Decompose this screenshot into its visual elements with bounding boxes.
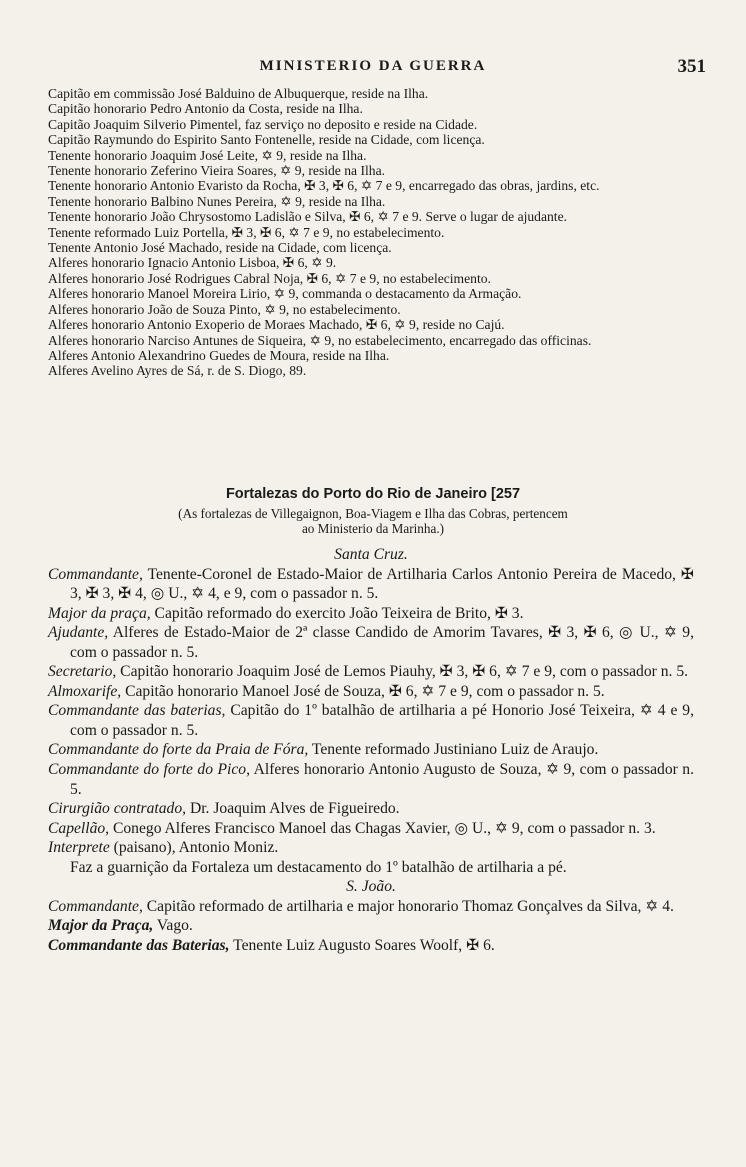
section-note bbox=[48, 507, 698, 536]
fortress-entry bbox=[48, 604, 694, 624]
fortress-entry bbox=[48, 701, 694, 740]
staff-entry: Alferes honorario João de Souza Pinto, ✡ 9, no estabelecimento. bbox=[48, 301, 401, 317]
entry-text: (paisano), Antonio Moniz. bbox=[109, 839, 279, 857]
fortress-heading-santa-cruz: Santa Cruz. bbox=[334, 546, 408, 563]
entry-text: Capitão do 1º batalhão de artilharia a pé Honorio José Teixeira, ✡ 4 e 9, com o passador n. 5. bbox=[70, 702, 694, 739]
entry-role: Secretario, bbox=[48, 663, 117, 681]
entry-role: Commandante das baterias, bbox=[48, 702, 226, 720]
fortress-entry bbox=[48, 662, 694, 682]
page-number: 351 bbox=[677, 56, 706, 77]
staff-entry: Alferes honorario Ignacio Antonio Lisboa, ✠ 6, ✡ 9. bbox=[48, 255, 337, 271]
staff-list bbox=[48, 86, 692, 379]
entry-role: Major da Praça, bbox=[48, 917, 154, 935]
fortress-entry bbox=[48, 623, 694, 662]
fortress-entry bbox=[48, 799, 694, 819]
staff-entry: Alferes honorario Narciso Antunes de Siqueira, ✡ 9, no estabelecimento, encarregado das officinas. bbox=[48, 332, 592, 348]
entry-role: Almoxarife, bbox=[48, 682, 122, 700]
fortress-entry bbox=[48, 565, 694, 604]
entry-text: Alferes honorario Antonio Augusto de Souza, ✡ 9, com o passador n. 5. bbox=[70, 761, 694, 798]
fortress-entry bbox=[48, 897, 694, 917]
entry-text: Tenente Luiz Augusto Soares Woolf, ✠ 6. bbox=[229, 936, 495, 954]
entry-text: Capitão reformado do exercito João Teixeira de Brito, ✠ 3. bbox=[150, 604, 524, 622]
staff-entry: Tenente Antonio José Machado, reside na Cidade, com licença. bbox=[48, 240, 392, 256]
section-note-line: ao Ministerio da Marinha.) bbox=[301, 520, 445, 536]
fortress-entry bbox=[48, 916, 694, 936]
section-title: Fortalezas do Porto do Rio de Janeiro [257 bbox=[225, 486, 521, 502]
staff-entry: Alferes honorario Manoel Moreira Lirio, ✡ 9, commanda o destacamento da Armação. bbox=[48, 286, 522, 302]
entry-role: Commandante, bbox=[48, 897, 143, 915]
staff-entry: Tenente honorario Antonio Evaristo da Rocha, ✠ 3, ✠ 6, ✡ 7 e 9, encarregado das obras, jardins, etc. bbox=[48, 178, 600, 194]
staff-entry: Capitão honorario Pedro Antonio da Costa, reside na Ilha. bbox=[48, 101, 363, 117]
running-title: MINISTERIO DA GUERRA bbox=[259, 58, 487, 74]
entry-role: Commandante do forte da Praia de Fóra, bbox=[48, 741, 309, 759]
page-header bbox=[48, 56, 706, 84]
fortress-entry bbox=[48, 819, 694, 839]
entry-role: Ajudante, bbox=[48, 624, 109, 642]
staff-entry: Tenente honorario Balbino Nunes Pereira, ✡ 9, reside na Ilha. bbox=[48, 193, 386, 209]
entry-role: Commandante, bbox=[48, 565, 143, 583]
staff-entry: Capitão em commissão José Balduino de Albuquerque, reside na Ilha. bbox=[48, 86, 429, 101]
entry-text: Capitão honorario Manoel José de Souza, ✠ 6, ✡ 7 e 9, com o passador n. 5. bbox=[121, 682, 605, 700]
staff-entry: Alferes honorario José Rodrigues Cabral Noja, ✠ 6, ✡ 7 e 9, no estabelecimento. bbox=[48, 270, 491, 286]
staff-entry: Alferes Antonio Alexandrino Guedes de Moura, reside na Ilha. bbox=[48, 347, 390, 363]
fortress-entry bbox=[48, 740, 694, 760]
entry-text: Tenente-Coronel de Estado-Maior de Artilharia Carlos Antonio Pereira de Macedo, ✠ 3, ✠ 3, ✠ 4, ◎ U., ✡ 4, e 9, com o passador n. 5. bbox=[70, 565, 694, 603]
staff-entry: Capitão Joaquim Silverio Pimentel, faz serviço no deposito e reside na Cidade. bbox=[48, 116, 478, 132]
entry-text: Capitão honorario Joaquim José de Lemos Piauhy, ✠ 3, ✠ 6, ✡ 7 e 9, com o passador n. 5. bbox=[116, 663, 689, 681]
fortress-entry bbox=[48, 936, 694, 956]
fortress-heading-sao-joao: S. João. bbox=[346, 878, 396, 896]
staff-entry: Alferes Avelino Ayres de Sá, r. de S. Diogo, 89. bbox=[48, 363, 307, 379]
entry-role: Commandante das Baterias, bbox=[48, 936, 230, 954]
fortress-entry bbox=[48, 838, 694, 858]
entry-text: Conego Alferes Francisco Manoel das Chagas Xavier, ◎ U., ✡ 9, com o passador n. 3. bbox=[109, 819, 656, 837]
entry-role: Cirurgião contratado, bbox=[48, 800, 187, 818]
entry-text: Capitão reformado de artilharia e major honorario Thomaz Gonçalves da Silva, ✡ 4. bbox=[142, 897, 674, 915]
fortress-list bbox=[48, 545, 694, 955]
fortress-entry bbox=[48, 682, 694, 702]
entry-text: Dr. Joaquim Alves de Figueiredo. bbox=[186, 800, 400, 818]
entry-text: Tenente reformado Justiniano Luiz de Araujo. bbox=[308, 741, 599, 759]
entry-text: Alferes de Estado-Maior de 2ª classe Candido de Amorim Tavares, ✠ 3, ✠ 6, ◎ U., ✡ 9, com o passador n. 5. bbox=[70, 624, 694, 661]
garrison-note: Faz a guarnição da Fortaleza um destacamento do 1º batalhão de artilharia a pé. bbox=[70, 858, 567, 876]
section-note-line: (As fortalezas de Villegaignon, Boa-Viagem e Ilha das Cobras, pertencem bbox=[178, 506, 568, 521]
fortress-entry bbox=[48, 760, 694, 799]
entry-role: Capellão, bbox=[48, 819, 110, 837]
entry-role: Interprete bbox=[48, 839, 110, 857]
staff-entry: Alferes honorario Antonio Exoperio de Moraes Machado, ✠ 6, ✡ 9, reside no Cajú. bbox=[48, 317, 505, 333]
staff-entry: Tenente honorario Joaquim José Leite, ✡ 9, reside na Ilha. bbox=[48, 147, 367, 163]
entry-role: Commandante do forte do Pico, bbox=[48, 761, 250, 779]
staff-entry: Capitão Raymundo do Espirito Santo Fontenelle, reside na Cidade, com licença. bbox=[48, 132, 485, 148]
entry-role: Major da praça, bbox=[48, 604, 151, 622]
staff-entry: Tenente honorario Zeferino Vieira Soares, ✡ 9, reside na Ilha. bbox=[48, 163, 386, 179]
staff-entry: Tenente reformado Luiz Portella, ✠ 3, ✠ 6, ✡ 7 e 9, no estabelecimento. bbox=[48, 224, 445, 240]
entry-text: Vago. bbox=[153, 917, 193, 935]
staff-entry: Tenente honorario João Chrysostomo Ladislão e Silva, ✠ 6, ✡ 7 e 9. Serve o lugar de ajudante. bbox=[48, 209, 568, 225]
